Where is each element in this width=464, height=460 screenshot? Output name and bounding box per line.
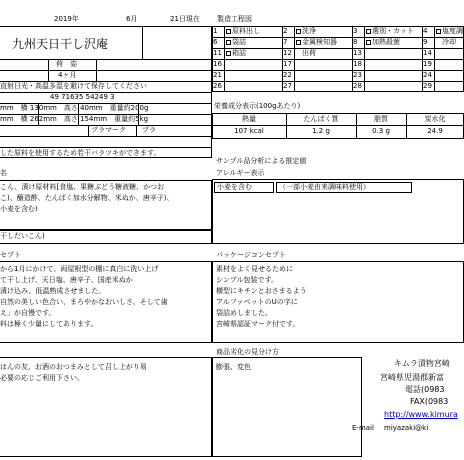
process-step-label: 出荷: [302, 49, 316, 57]
day-label: 21日現在: [170, 15, 200, 23]
nutrition-title: 栄養成分表示(100gあたり): [214, 102, 301, 110]
packaging-label: 荷 姿: [56, 60, 77, 68]
product-concept-title: セプト: [0, 251, 21, 259]
product-concept-line: え」が自慢です。: [0, 309, 56, 317]
company-name: キムラ漬物宮崎: [394, 359, 450, 368]
company-tel: 電話(0983: [405, 385, 445, 394]
process-step-number: 24: [423, 71, 432, 79]
process-step-number: 3: [353, 27, 358, 35]
process-step-number: 13: [353, 49, 362, 57]
nutrition-header-fat: 脂質: [374, 115, 388, 123]
allergy-detail: （一部小麦由来調味料使用）: [279, 183, 370, 191]
package-concept-line: 宮崎県認証マーク付です。: [216, 320, 300, 328]
process-step-number: 28: [353, 82, 362, 90]
email-label: E-mail: [352, 424, 374, 432]
nutrition-source-note: サンプル品分析による推定値: [216, 157, 307, 165]
nutrition-header-carb: 炭水化: [424, 115, 446, 123]
degradation-box: [212, 357, 362, 457]
raw-material-notice: した原料を使用するため若干バラツキができます。: [0, 149, 161, 157]
product-concept-line: 漬け込み、低温熟成させました。: [0, 287, 106, 295]
process-step-label: 箱詰: [232, 49, 246, 57]
dimensions-case: mm 横 262mm 高さ 154mm 重量約5kg: [0, 115, 149, 123]
process-step-number: 18: [353, 60, 362, 68]
process-step-label: 塩度調: [442, 27, 463, 35]
product-concept-line: 料は極く少量にしてあります。: [0, 320, 98, 328]
package-concept-line: 素材をよく見せるために: [216, 265, 293, 273]
process-step-label: 金属検知器: [302, 38, 337, 46]
ingredients-line-1: こん、漬け原材料[食塩、果糖ぶどう糖液糖、かつお: [0, 183, 165, 191]
degradation-title: 商品劣化の見分け方: [216, 348, 279, 356]
ingredients-line-3: 小麦を含む): [0, 205, 38, 213]
process-step-number: 21: [213, 71, 222, 79]
material-mark-label: プラマーク: [91, 126, 126, 134]
common-name: 干しだいこん): [0, 232, 45, 240]
process-step-number: 19: [423, 60, 432, 68]
process-step-number: 2: [283, 27, 288, 35]
process-step-label: 冷却: [442, 38, 456, 46]
process-step-label: 袋詰: [232, 38, 246, 46]
process-step-number: 27: [283, 82, 292, 90]
material-mark-value: プラ: [142, 126, 156, 134]
degradation-text: 膨張、変色: [216, 363, 251, 371]
process-step-number: 16: [213, 60, 222, 68]
ingredients-line-2: こ)、醸造酢、たんぱく加水分解物、米ぬか、唐辛子)、: [0, 194, 174, 202]
process-step-number: 4: [423, 27, 428, 35]
process-step-checkbox: [436, 29, 441, 34]
usage-box: [0, 357, 212, 457]
month: 6月: [126, 15, 138, 23]
process-step-checkbox: [226, 40, 231, 45]
process-step-number: 12: [283, 49, 292, 57]
process-step-number: 17: [283, 60, 292, 68]
process-step-label: 選別・カット: [372, 27, 414, 35]
package-concept-line: アルファベットのUの字に: [216, 298, 298, 306]
process-step-number: 14: [423, 49, 432, 57]
package-concept-line: 横型にキチンとおさまるよう: [216, 287, 307, 295]
company-address: 宮崎県児湯郡新富: [380, 373, 444, 382]
company-fax: FAX(0983: [410, 397, 449, 406]
process-step-number: 1: [213, 27, 218, 35]
nutrition-header-energy: 熱量: [242, 115, 256, 123]
process-table-title: 製造工程図: [217, 15, 252, 23]
process-step-number: 8: [353, 38, 358, 46]
process-step-checkbox: [296, 40, 301, 45]
product-concept-line: て干し上げ、天日塩、唐辛子、国産米ぬか: [0, 276, 133, 284]
product-concept-line: 自然の美しい色合い、まろやかなおいしさ、そして歯: [0, 298, 168, 306]
dimensions-unit: mm 横 130mm 高さ 40mm 重量約200g: [0, 104, 149, 112]
product-concept-line: から1月にかけて、両屋根型の棚に真白に洗い上げ: [0, 265, 159, 273]
process-step-number: 23: [353, 71, 362, 79]
process-step-checkbox: [226, 51, 231, 56]
company-website-link[interactable]: http://www.kimura: [384, 410, 458, 419]
process-step-number: 6: [213, 38, 218, 46]
process-step-label: 原料出し: [232, 27, 260, 35]
process-step-number: 22: [283, 71, 292, 79]
storage-instructions: 直射日光・高温多湿を避けて保存してください: [0, 82, 147, 90]
usage-line-2: 必要の応じご利用下さい。: [0, 374, 84, 382]
process-step-number: 9: [423, 38, 428, 46]
process-step-label: 洗浄: [302, 27, 316, 35]
nutrition-value-protein: 1.2 g: [312, 127, 330, 135]
nutrition-header-protein: たんぱく質: [303, 115, 339, 123]
allergy-title: アレルギー表示: [216, 169, 265, 177]
package-concept-title: パッケージコンセプト: [216, 251, 286, 259]
year: 2019年: [54, 15, 79, 23]
ingredients-title: 名: [0, 169, 7, 177]
process-step-checkbox: [226, 29, 231, 34]
packaging-value: 4ヶ月: [58, 71, 77, 79]
process-step-checkbox: [296, 29, 301, 34]
nutrition-value-energy: 107 kcal: [234, 127, 264, 135]
package-concept-line: シンプル包装です。: [216, 276, 278, 284]
process-step-number: 7: [283, 38, 288, 46]
process-step-label: 加熱殺菌: [372, 38, 400, 46]
jan-code: 49 71635 54249 3: [50, 93, 115, 101]
nutrition-value-carb: 24.9: [427, 127, 443, 135]
allergy-item: 小麦を含む: [217, 183, 252, 191]
process-step-number: 11: [213, 49, 222, 57]
company-email: miyazaki@ki: [384, 424, 429, 432]
product-name: 九州天日干し沢庵: [12, 37, 109, 51]
package-concept-line: 袋詰めしました。: [216, 309, 272, 317]
process-step-number: 26: [213, 82, 222, 90]
process-step-checkbox: [366, 40, 371, 45]
nutrition-value-fat: 0.3 g: [372, 127, 390, 135]
process-step-checkbox: [366, 29, 371, 34]
process-step-number: 29: [423, 82, 432, 90]
usage-line-1: はんの友、お酒のおつまみとして召し上がり易: [0, 363, 147, 371]
